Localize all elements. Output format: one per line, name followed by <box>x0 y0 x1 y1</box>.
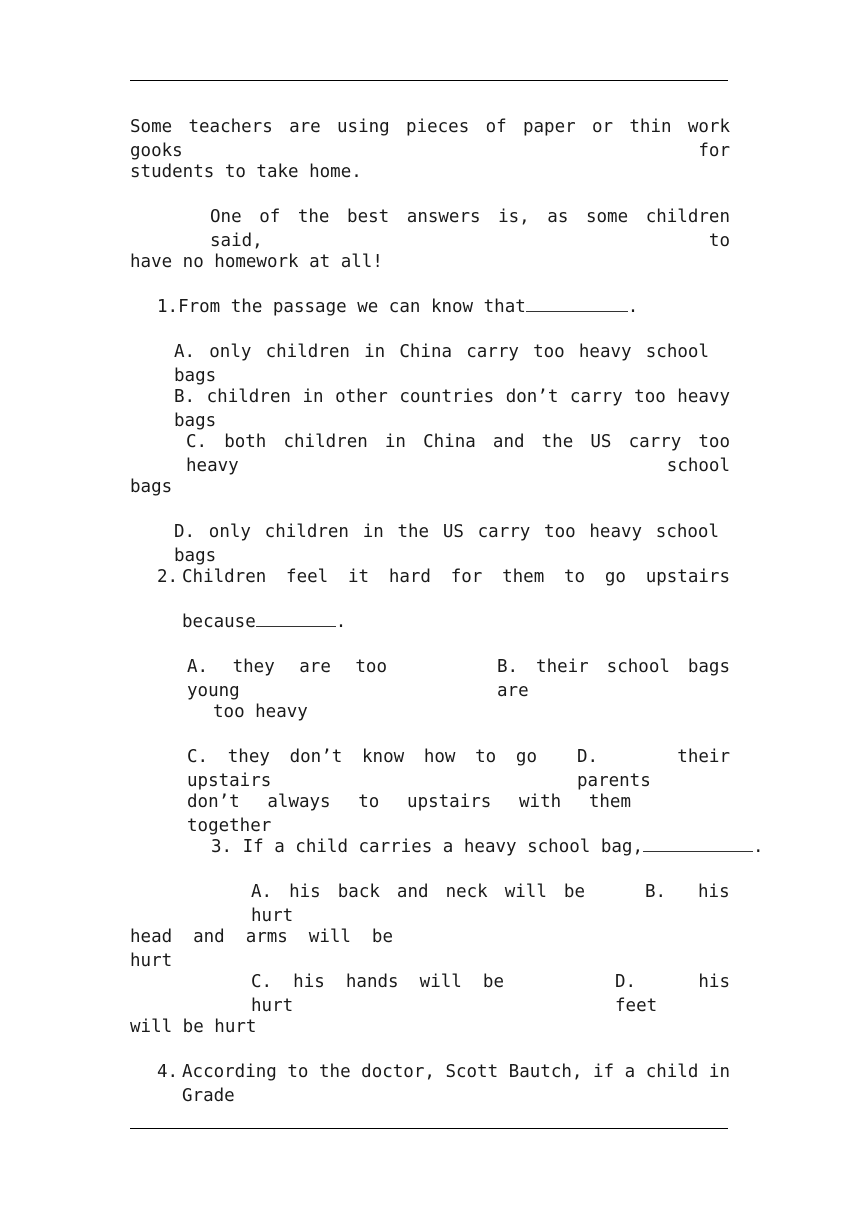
answer-blank[interactable] <box>526 295 628 312</box>
question-2-option-b: B. their school bags are <box>497 657 730 701</box>
question-3-text: If a child carries a heavy school bag, <box>242 837 643 857</box>
question-2-option-d-cont: don’t always to upstairs with them together <box>187 792 631 836</box>
question-1-end: . <box>627 297 639 317</box>
question-2-text: Children feel it hard for them to go upstairs <box>182 567 730 587</box>
question-1-number: 1. <box>157 297 179 317</box>
question-3-number: 3. <box>211 837 233 857</box>
question-1-text: From the passage we can know that <box>178 297 526 317</box>
question-1-option-b: B. children in other countries don’t carry too heavy bags <box>174 387 730 431</box>
question-3-option-b-word: his <box>698 882 730 902</box>
question-3-stem <box>211 835 764 859</box>
question-3-option-b-letter: B. <box>645 882 667 902</box>
question-3-option-c: C. his hands will be hurt <box>251 972 504 1016</box>
question-1-option-a: A. only children in China carry too heavy school bags <box>174 342 709 386</box>
question-3-option-b-cont: head and arms will be hurt <box>130 927 393 971</box>
header-rule <box>130 80 728 81</box>
question-2-option-c: C. they don’t know how to go upstairs <box>187 747 537 791</box>
question-2-option-b-cont: too heavy <box>213 702 308 722</box>
passage-line-1: Some teachers are using pieces of paper or thin work gooks for <box>130 117 730 161</box>
question-4-number: 4. <box>157 1062 179 1082</box>
passage-line-4: have no homework at all! <box>130 252 383 272</box>
question-3-option-a: A. his back and neck will be hurt <box>251 882 585 926</box>
question-4-text: According to the doctor, Scott Bautch, if a child in Grade <box>182 1062 730 1106</box>
question-3-option-d: D. his feet <box>615 972 730 1016</box>
question-2-end: . <box>335 612 347 632</box>
passage-line-3: One of the best answers is, as some children said, to <box>210 207 730 251</box>
question-1-option-c-cont: bags <box>130 477 173 497</box>
question-2-stem-cont <box>182 610 346 634</box>
answer-blank[interactable] <box>643 835 753 852</box>
question-2-number: 2. <box>157 567 179 587</box>
question-2-text-cont: because <box>182 612 256 632</box>
question-2-option-a: A. they are too young <box>187 657 387 701</box>
question-3-end: . <box>753 837 764 857</box>
question-1-option-c: C. both children in China and the US carry too heavy school <box>186 432 730 476</box>
footer-rule <box>130 1128 728 1129</box>
question-1-option-d: D. only children in the US carry too heavy school bags <box>174 522 719 566</box>
question-3-option-d-cont: will be hurt <box>130 1017 257 1037</box>
passage-line-2: students to take home. <box>130 162 362 182</box>
question-1-stem <box>157 295 638 319</box>
answer-blank[interactable] <box>256 610 336 627</box>
question-2-option-d: D. their parents <box>577 747 730 791</box>
